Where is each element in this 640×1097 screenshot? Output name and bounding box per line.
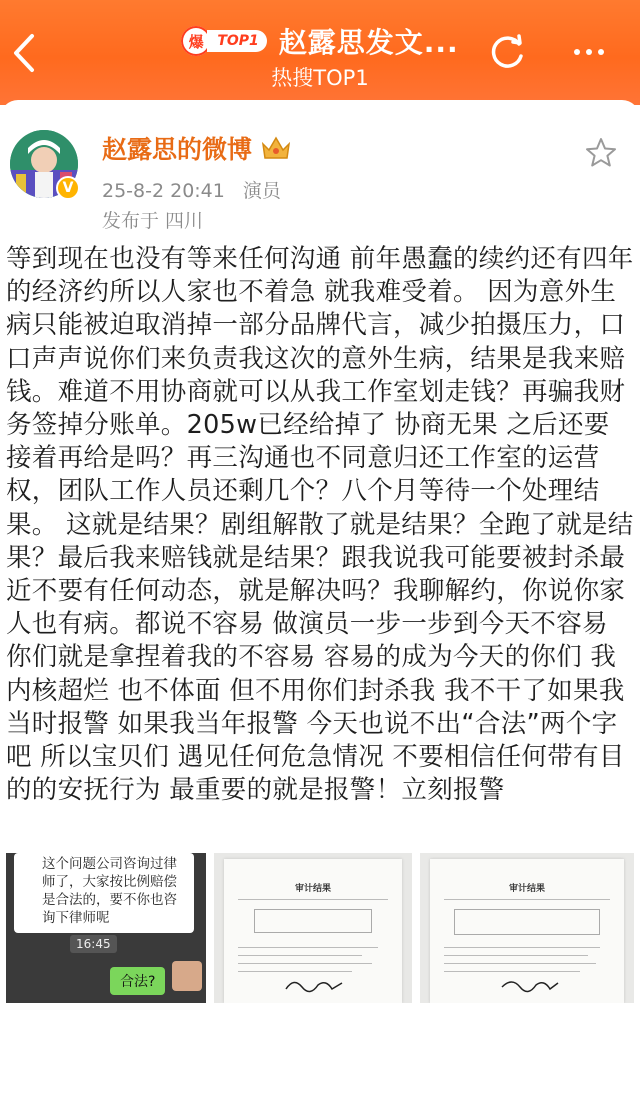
chat-reply: 合法? xyxy=(110,967,165,995)
title-row xyxy=(0,20,640,62)
crown-icon xyxy=(260,134,292,162)
post-images xyxy=(0,853,640,1003)
document-rule xyxy=(444,947,600,948)
document-title: 审计结果 xyxy=(294,884,331,894)
document-rule xyxy=(238,955,362,956)
chat-avatar xyxy=(172,961,202,991)
image-document-1[interactable] xyxy=(214,853,412,1003)
chat-message: 这个问题公司咨询过律师了，大家按比例赔偿是合法的，要不你也咨询下律师呢 xyxy=(14,853,194,933)
document-rule xyxy=(444,971,580,972)
document-paper xyxy=(224,859,402,1003)
document-rule xyxy=(238,963,372,964)
document-rule xyxy=(238,971,352,972)
star-icon[interactable] xyxy=(584,136,618,168)
document-paper xyxy=(430,859,624,1003)
hot-badge-label: TOP1 xyxy=(207,30,266,52)
username-text: 赵露思的微博 xyxy=(102,135,253,164)
post-role: 演员 xyxy=(242,180,281,202)
document-rule xyxy=(238,947,378,948)
document-rule xyxy=(444,899,610,900)
document-table xyxy=(254,909,372,933)
post-meta xyxy=(102,176,281,203)
post-datetime: 25-8-2 20:41 xyxy=(102,180,225,202)
refresh-icon[interactable] xyxy=(486,32,528,74)
post-body: 等到现在也没有等来任何沟通 前年愚蠢的续约还有四年的经济约所以人家也不着急 就我难受着。 因为意外生病只能被迫取消掉一部分品牌代言，减少拍摄压力，口口声声说你们来负责我这次的意外生病，结果是我来赔钱。难道不用协商就可以从我工作室划走钱？再骗我财务签掉分账单。205w已经给掉了 协商无果 之后还要接着再给是吗？再三沟通也不同意归还工作室的运营权，团队工作人员还剩几个？八个月等待一个处理结果。 这就是结果？剧组解散了就是结果？全跑了就是结果？最后我来赔钱就是结果？跟我说我可能要被封杀最近不要有任何动态，就是解决吗？我聊解约，你说你家人也有病。都说不容易 做演员一步一步到今天不容易 你们就是拿捏着我的不容易 容易的成为今天的你们 我内核超烂 也不体面 但不用你们封杀我 我不干了如果我当时报警 如果我当年报警 今天也说不出“合法”两个字吧 所以宝贝们 遇见任何危急情况 不要相信任何带有目的的安抚行为 最重要的就是报警！立刻报警 xyxy=(6,244,634,806)
hot-badge xyxy=(181,24,266,58)
document-rule xyxy=(444,955,588,956)
more-dots-icon[interactable] xyxy=(566,40,612,64)
document-title: 审计结果 xyxy=(508,884,545,894)
signature-icon xyxy=(500,975,560,995)
image-chat-screenshot[interactable] xyxy=(6,853,206,1003)
top-bar xyxy=(0,0,640,105)
page-title: 赵露思发文... xyxy=(278,26,459,59)
chat-timestamp: 16:45 xyxy=(70,935,117,953)
document-rule xyxy=(238,899,388,900)
document-rule xyxy=(444,963,596,964)
signature-icon xyxy=(284,975,344,995)
image-document-2[interactable] xyxy=(420,853,634,1003)
post-location: 发布于 四川 xyxy=(102,210,204,232)
document-table xyxy=(454,909,600,935)
page-subtitle: 热搜TOP1 xyxy=(271,66,369,90)
verified-badge-icon: V xyxy=(56,176,80,200)
hot-fire-icon: 爆 xyxy=(181,26,211,56)
username[interactable] xyxy=(102,130,292,166)
